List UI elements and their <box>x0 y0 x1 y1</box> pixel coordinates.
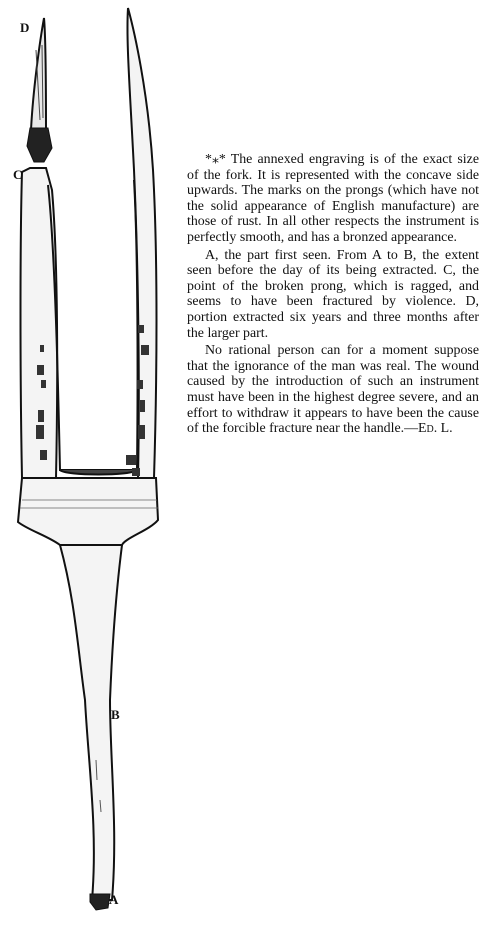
editor-signature: —Ed. L. <box>404 421 453 437</box>
fork-handle <box>60 545 122 900</box>
editorial-note <box>187 152 479 437</box>
prong-gap <box>48 180 138 470</box>
note-paragraph-3-text: No rational person can for a moment suppose that the ignorance of the man was real. The wound caused by the introduction of such an instrument must have been in the highest degree severe, and an effort to withdraw it appears to have been the cause of the forcible fracture near the handle. <box>187 343 479 437</box>
break-c <box>27 128 52 162</box>
fragment-d <box>31 18 46 130</box>
note-paragraph-1: *⁎* The annexed engraving is of the exact size of the fork. It is represented with the concave side upwards. The marks on the prongs (which have not the solid appearance of English manufacture) are those of rust. In all other respects the instrument is perfectly smooth, and has a bronzed appearance. <box>187 152 479 245</box>
note-paragraph-3 <box>187 343 479 437</box>
note-paragraph-2: A, the part first seen. From A to B, the extent seen before the day of its being extracted. C, the point of the broken prong, which is ragged, and seems to have been fractured by violence. D, portion extracted six years and three months after the larger part. <box>187 247 479 341</box>
fork-shoulder <box>18 478 158 545</box>
label-b: B <box>111 707 120 722</box>
label-d: D <box>20 20 30 35</box>
label-c: C <box>13 167 23 182</box>
break-a <box>90 894 110 910</box>
label-a: A <box>109 892 119 907</box>
